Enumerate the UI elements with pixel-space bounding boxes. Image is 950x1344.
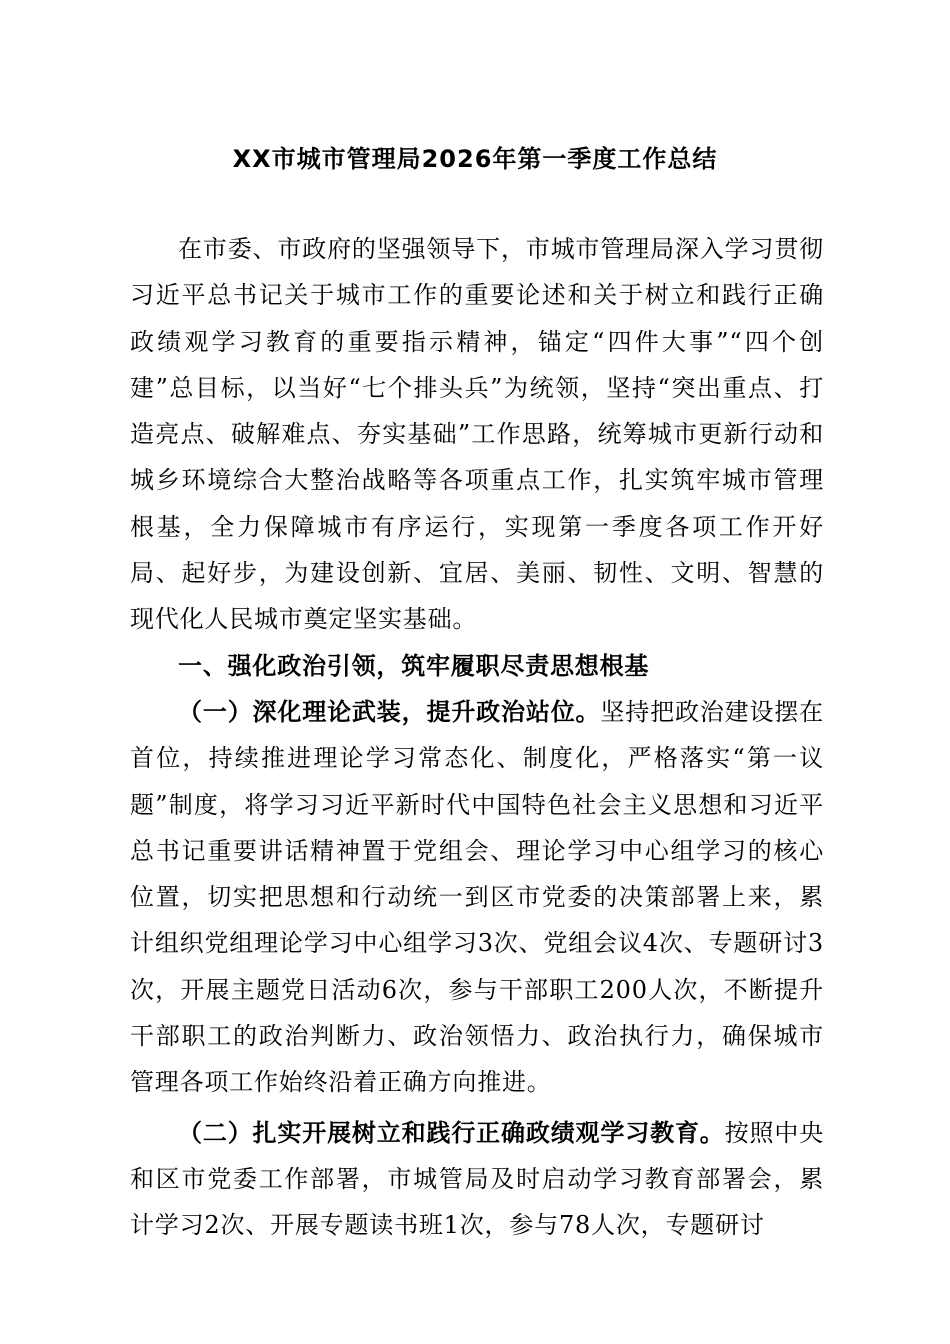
item-text: 坚持把政治建设摆在首位，持续推进理论学习常态化、制度化，严格落实“第一议题”制度，将学习习近平新时代中国特色社会主义思想和习近平总书记重要讲话精神置于党组会、理论学习中心组学习的核心位置，切实把思想和行动统一到区市党委的决策部署上来，累计组织党组理论学习中心组学习3次、党组会议4次、专题研讨3次，开展主题党日活动6次，参与干部职工200人次，不断提升干部职工的政治判断力、政治领悟力、政治执行力，确保城市管理各项工作始终沿着正确方向推进。 [130,697,824,1097]
section-item-paragraph [130,1110,824,1249]
item-text: 按照中央和区市党委工作部署，市城管局及时启动学习教育部署会，累计学习2次、开展专题读书班1次，参与78人次，专题研讨 [130,1118,824,1240]
item-lead: （一）深化理论武装，提升政治站位。 [178,697,601,726]
document-title: XX市城市管理局2026年第一季度工作总结 [232,145,718,173]
section-heading: 一、强化政治引领，筑牢履职尽责思想根基 [178,651,650,680]
section-item-paragraph [130,689,824,1106]
intro-paragraph: 在市委、市政府的坚强领导下，市城市管理局深入学习贯彻习近平总书记关于城市工作的重要论述和关于树立和践行正确政绩观学习教育的重要指示精神，锚定“四件大事”“四个创建”总目标，以当好“七个排头兵”为统领，坚持“突出重点、打造亮点、破解难点、夯实基础”工作思路，统筹城市更新行动和城乡环境综合大整治战略等各项重点工作，扎实筑牢城市管理根基，全力保障城市有序运行，实现第一季度各项工作开好局、起好步，为建设创新、宜居、美丽、韧性、文明、智慧的现代化人民城市奠定坚实基础。 [130,235,824,634]
document-body [130,226,824,1249]
item-lead: （二）扎实开展树立和践行正确政绩观学习教育。 [178,1118,725,1147]
